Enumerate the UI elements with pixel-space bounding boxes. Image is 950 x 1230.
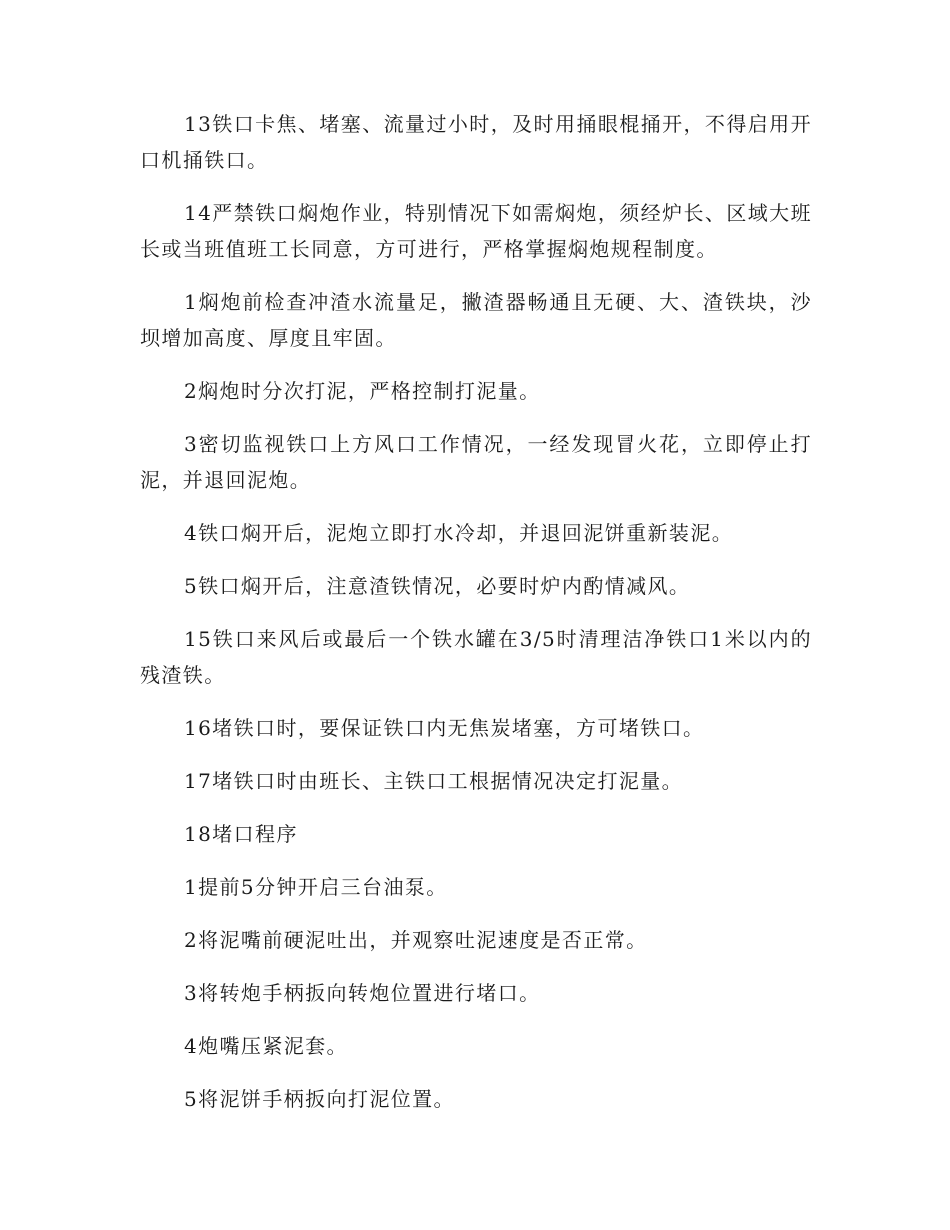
paragraph-17: 17堵铁口时由班长、主铁口工根据情况决定打泥量。 — [184, 769, 684, 793]
paragraph-14-1: 1焖炮前检查冲渣水流量足，撇渣器畅通且无硬、大、渣铁块，沙坝增加高度、厚度且牢固。 — [140, 290, 812, 350]
paragraph-18-1: 1提前5分钟开启三台油泵。 — [184, 875, 448, 899]
paragraph-14-3: 3密切监视铁口上方风口工作情况，一经发现冒火花，立即停止打泥，并退回泥炮。 — [140, 432, 812, 492]
paragraph-15: 15铁口来风后或最后一个铁水罐在3/5时清理洁净铁口1米以内的残渣铁。 — [140, 627, 812, 687]
paragraph-14: 14严禁铁口焖炮作业，特别情况下如需焖炮，须经炉长、区域大班长或当班值班工长同意，方可进行，严格掌握焖炮规程制度。 — [140, 201, 812, 261]
paragraph-16: 16堵铁口时，要保证铁口内无焦炭堵塞，方可堵铁口。 — [184, 716, 705, 740]
paragraph-18-4: 4炮嘴压紧泥套。 — [184, 1034, 348, 1058]
paragraph-18-5: 5将泥饼手柄扳向打泥位置。 — [184, 1087, 455, 1111]
paragraph-18-2: 2将泥嘴前硬泥吐出，并观察吐泥速度是否正常。 — [184, 928, 648, 952]
paragraph-14-5: 5铁口焖开后，注意渣铁情况，必要时炉内酌情减风。 — [184, 574, 691, 598]
paragraph-14-4: 4铁口焖开后，泥炮立即打水冷却，并退回泥饼重新装泥。 — [184, 521, 734, 545]
paragraph-13: 13铁口卡焦、堵塞、流量过小时，及时用捅眼棍捅开，不得启用开口机捅铁口。 — [140, 112, 812, 172]
document-body — [140, 106, 812, 1134]
paragraph-18-3: 3将转炮手柄扳向转炮位置进行堵口。 — [184, 981, 541, 1005]
paragraph-14-2: 2焖炮时分次打泥，严格控制打泥量。 — [184, 379, 541, 403]
paragraph-18-heading: 18堵口程序 — [184, 822, 298, 846]
